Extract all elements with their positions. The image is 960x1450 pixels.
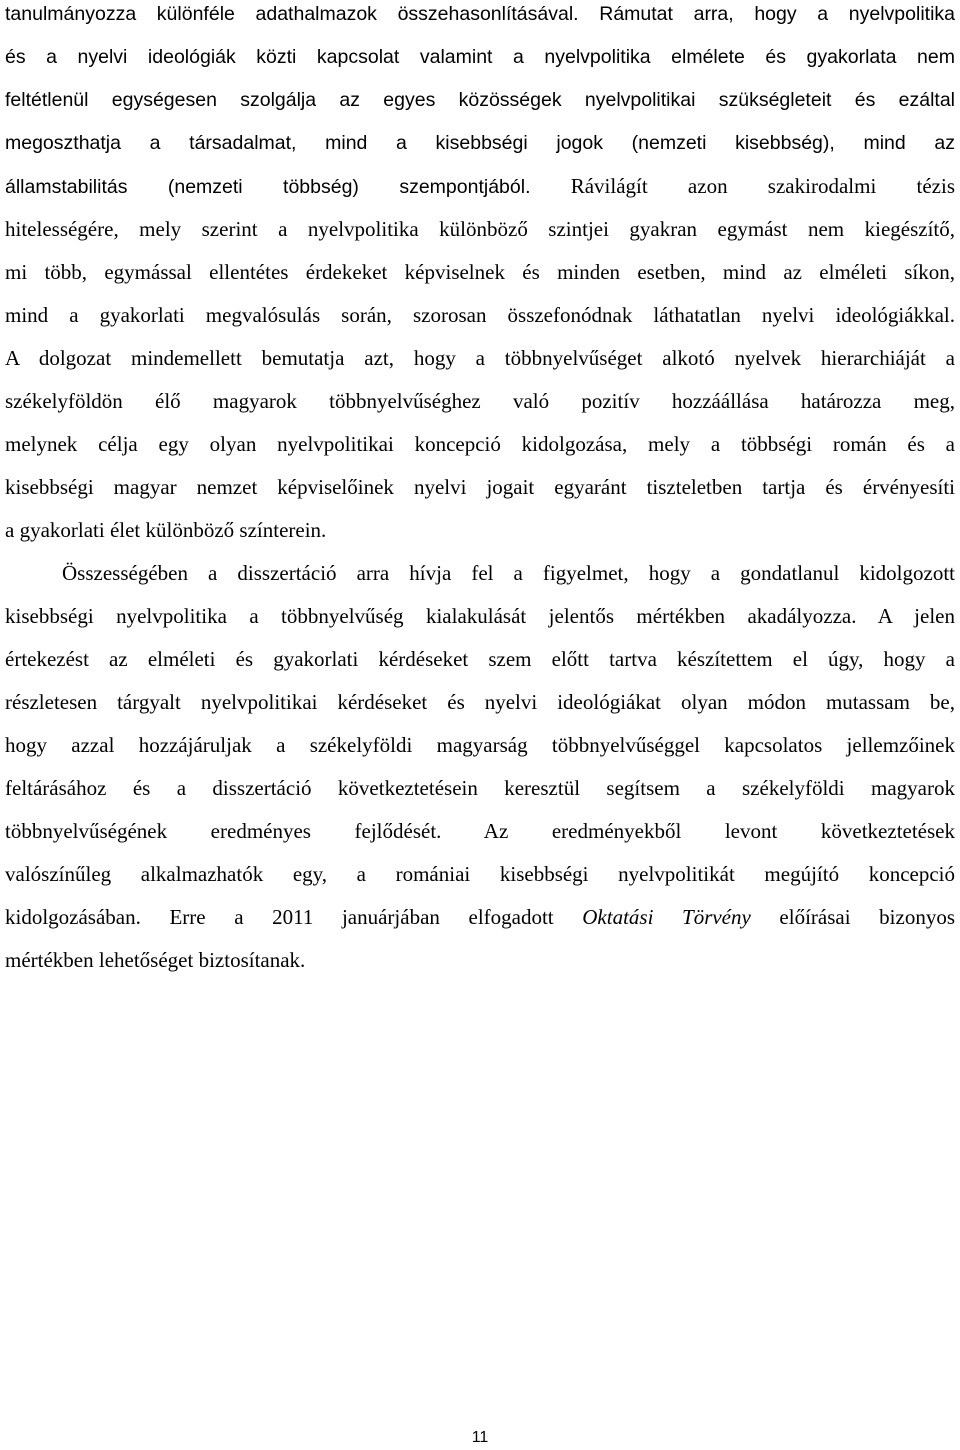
text-line-21: valószínűleg alkalmazhatók egy, a romániai kisebbségi nyelvpolitikát megújító koncepció: [5, 862, 955, 886]
text-line-14: Összességében a disszertáció arra hívja fel a figyelmet, hogy a gondatlanul kidolgozott: [62, 561, 955, 585]
text-line-16: értekezést az elméleti és gyakorlati kérdéseket szem előtt tartva készítettem el úgy, hogy a: [5, 647, 955, 671]
text-line-15: kisebbségi nyelvpolitika a többnyelvűség kialakulását jelentős mértékben akadályozza. A jelen: [5, 604, 955, 628]
text-line-4: megoszthatja a társadalmat, mind a kisebbségi jogok (nemzeti kisebbség), mind az: [5, 132, 955, 154]
text-line-20: többnyelvűségének eredményes fejlődését. Az eredményekből levont következtetések: [5, 819, 955, 843]
text-segment: kidolgozásában. Erre a 2011 januárjában elfogadott: [5, 905, 583, 929]
text-line-17: részletesen tárgyalt nyelvpolitikai kérdéseket és nyelvi ideológiákat olyan módon mutassam be,: [5, 690, 955, 714]
page-number: 11: [471, 1429, 489, 1446]
text-segment: előírásai bizonyos: [750, 905, 955, 929]
text-line-22: [5, 905, 955, 929]
text-line-10: székelyföldön élő magyarok többnyelvűséghez való pozitív hozzáállása határozza meg,: [5, 389, 955, 413]
italic-law-title: Oktatási Törvény: [582, 905, 751, 929]
text-segment-sans: államstabilitás (nemzeti többség) szempontjából.: [5, 176, 531, 198]
text-line-11: melynek célja egy olyan nyelvpolitikai koncepció kidolgozása, mely a többségi román és a: [5, 432, 955, 456]
text-line-8: mind a gyakorlati megvalósulás során, szorosan összefonódnak láthatatlan nyelvi ideológiákkal.: [5, 303, 955, 327]
text-line-5: [5, 174, 955, 198]
text-line-1: tanulmányozza különféle adathalmazok összehasonlításával. Rámutat arra, hogy a nyelvpolitika: [5, 3, 955, 25]
text-line-9: A dolgozat mindemellett bemutatja azt, hogy a többnyelvűséget alkotó nyelvek hierarchiáját a: [5, 346, 955, 370]
text-segment-serif: Rávilágít azon szakirodalmi tézis: [530, 174, 955, 198]
text-line-2: és a nyelvi ideológiák közti kapcsolat valamint a nyelvpolitika elmélete és gyakorlata nem: [5, 46, 955, 68]
text-line-18: hogy azzal hozzájáruljak a székelyföldi magyarság többnyelvűséggel kapcsolatos jellemzőinek: [5, 733, 955, 757]
text-line-7: mi több, egymással ellentétes érdekeket képviselnek és minden esetben, mind az elméleti síkon,: [5, 260, 955, 284]
text-line-12: kisebbségi magyar nemzet képviselőinek nyelvi jogait egyaránt tiszteletben tartja és érvényesíti: [5, 475, 955, 499]
text-line-3: feltétlenül egységesen szolgálja az egyes közösségek nyelvpolitikai szükségleteit és ezáltal: [5, 89, 955, 111]
text-line-19: feltárásához és a disszertáció következtetésein keresztül segítsem a székelyföldi magyarok: [5, 776, 955, 800]
text-line-6: hitelességére, mely szerint a nyelvpolitika különböző szintjei gyakran egymást nem kiegészítő,: [5, 217, 955, 241]
text-line-13: a gyakorlati élet különböző színterein.: [5, 518, 327, 542]
text-line-23: mértékben lehetőséget biztosítanak.: [5, 948, 306, 972]
